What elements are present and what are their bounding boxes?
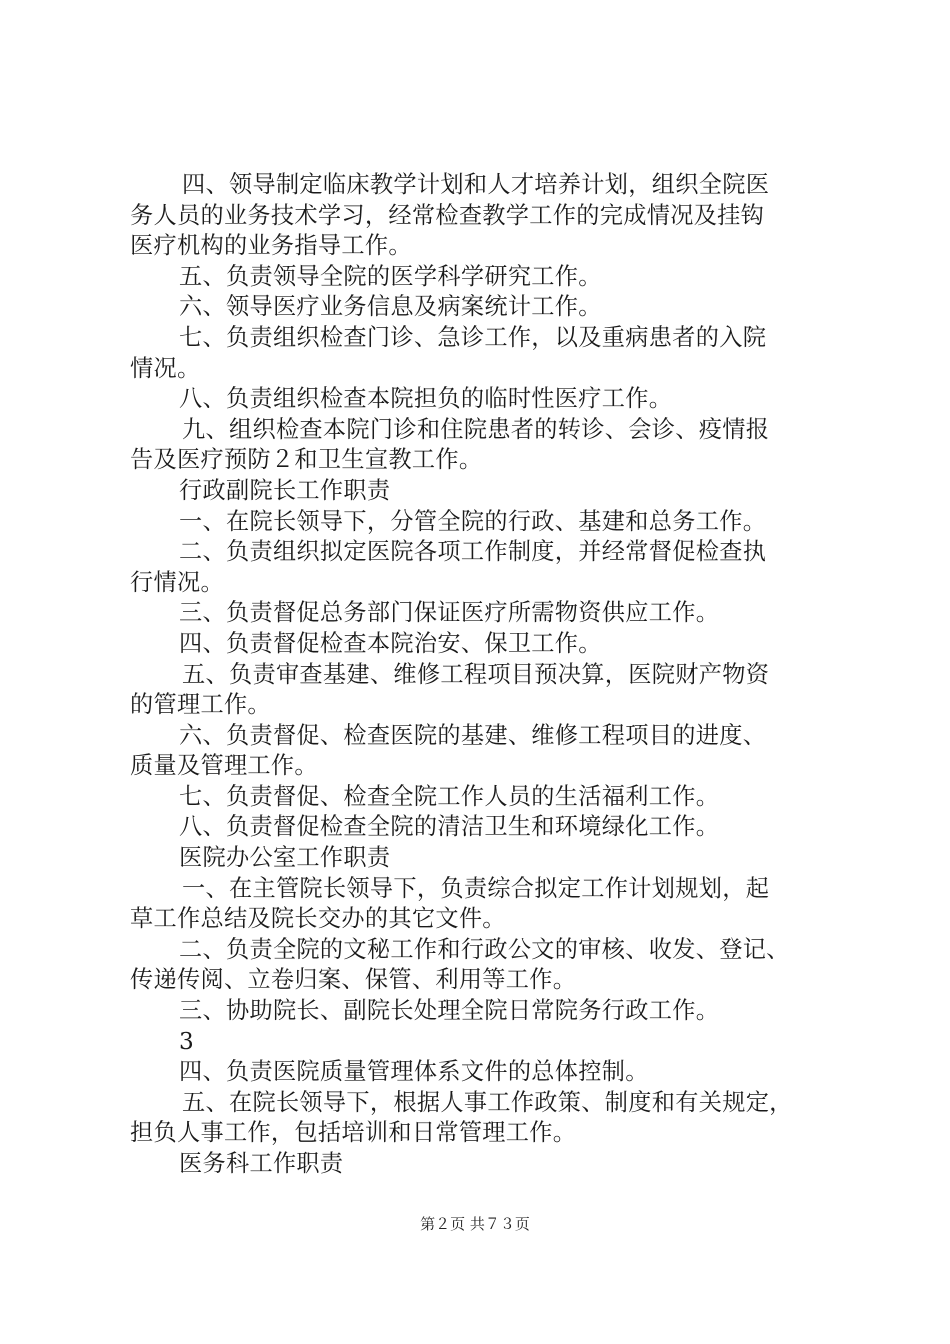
text-line: 务人员的业务技术学习，经常检查教学工作的完成情况及挂钩 (130, 201, 765, 229)
text-line: 五、负责领导全院的医学科学研究工作。 (179, 262, 602, 290)
text-line: 四、负责医院质量管理体系文件的总体控制。 (179, 1058, 649, 1086)
text-line: 九、组织检查本院门诊和住院患者的转诊、会诊、疫情报 (182, 415, 770, 443)
text-line: 担负人事工作，包括培训和日常管理工作。 (130, 1119, 577, 1147)
text-line: 行情况。 (130, 568, 224, 596)
text-line: 一、在院长领导下，分管全院的行政、基建和总务工作。 (179, 507, 767, 535)
text-line: 三、协助院长、副院长处理全院日常院务行政工作。 (179, 997, 720, 1025)
text-line: 四、负责督促检查本院治安、保卫工作。 (179, 629, 602, 657)
text-line: 六、领导医疗业务信息及病案统计工作。 (179, 293, 602, 321)
text-line: 医疗机构的业务指导工作。 (130, 232, 412, 260)
document-body (130, 170, 835, 1180)
text-line: 八、负责督促检查全院的清洁卫生和环境绿化工作。 (179, 813, 720, 841)
text-line: 八、负责组织检查本院担负的临时性医疗工作。 (179, 385, 673, 413)
text-line: 一、在主管院长领导下，负责综合拟定工作计划规划，起 (182, 874, 770, 902)
text-line: 六、负责督促、检查医院的基建、维修工程项目的进度、 (179, 721, 767, 749)
text-line: 三、负责督促总务部门保证医疗所需物资供应工作。 (179, 599, 720, 627)
page-footer: 第２页 共７３页 (420, 1215, 530, 1233)
text-line: 情况。 (130, 354, 201, 382)
text-line: 七、负责组织检查门诊、急诊工作，以及重病患者的入院 (179, 323, 767, 351)
text-line: 二、负责组织拟定医院各项工作制度，并经常督促检查执 (179, 538, 767, 566)
text-line: 告及医疗预防２和卫生宣教工作。 (130, 446, 483, 474)
text-line: 五、负责审查基建、维修工程项目预决算，医院财产物资 (182, 660, 770, 688)
text-line: 四、领导制定临床教学计划和人才培养计划，组织全院医 (182, 171, 770, 198)
text-line: 七、负责督促、检查全院工作人员的生活福利工作。 (179, 782, 720, 810)
text-line: 草工作总结及院长交办的其它文件。 (130, 905, 506, 933)
text-line: 质量及管理工作。 (130, 752, 318, 780)
text-line: 医务科工作职责 (179, 1150, 344, 1177)
text-line: 医院办公室工作职责 (179, 844, 391, 872)
text-line: 的管理工作。 (130, 691, 271, 719)
text-line: 3 (179, 1027, 195, 1055)
text-line: 行政副院长工作职责 (179, 476, 391, 504)
text-line: 二、负责全院的文秘工作和行政公文的审核、收发、登记、 (179, 935, 790, 963)
text-line: 传递传阅、立卷归案、保管、利用等工作。 (130, 966, 577, 994)
text-line: 五、在院长领导下，根据人事工作政策、制度和有关规定， (182, 1088, 793, 1116)
